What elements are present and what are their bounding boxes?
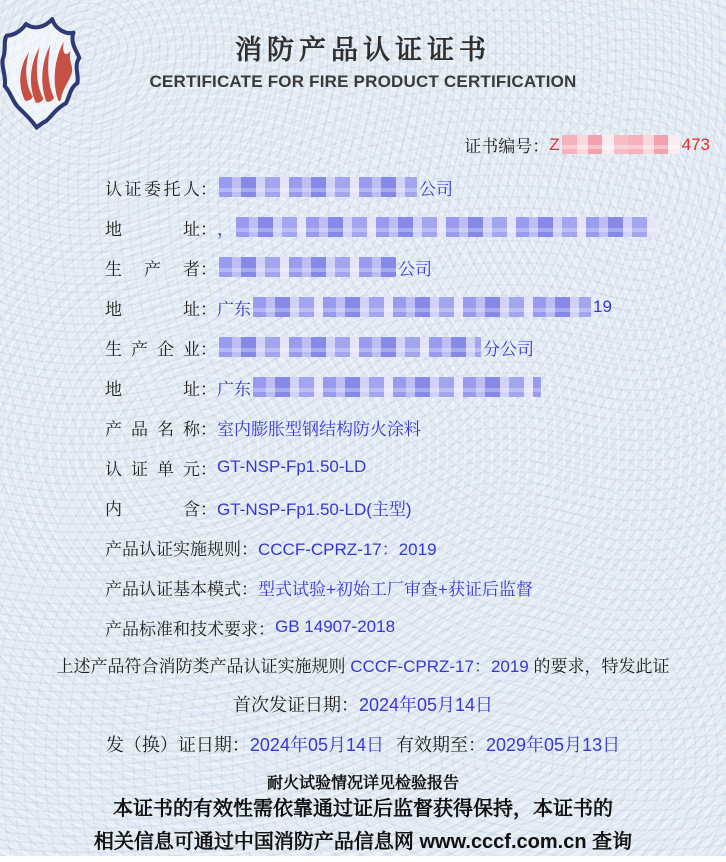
field-value: 广东	[217, 375, 543, 400]
reissue-date: 2024年05月14日	[249, 735, 384, 755]
first-issue-date-line	[0, 691, 726, 717]
colon: ：	[200, 179, 217, 199]
field-row-implementation-rule	[105, 527, 718, 567]
field-label: 认 证 委 托 人	[105, 179, 200, 199]
certificate-fields	[105, 167, 718, 647]
field-label: 地 址	[105, 219, 200, 239]
validity-notice-line1: 本证书的有效性需依靠通过证后监督获得保持，本证书的	[113, 798, 613, 820]
redaction-block	[219, 337, 481, 357]
field-row-producer	[105, 247, 718, 287]
field-value: GT-NSP-Fp1.50-LD(主型)	[217, 499, 412, 519]
redaction-block	[236, 217, 656, 237]
colon: ：	[241, 579, 258, 599]
certificate-title: 消防产品认证证书	[235, 35, 491, 65]
cccf-website: www.cccf.com.cn	[419, 831, 587, 853]
colon: ：	[200, 499, 217, 519]
field-value: GT-NSP-Fp1.50-LD	[217, 457, 367, 476]
certificate-number-suffix: 473	[681, 134, 710, 154]
colon: ：	[200, 259, 217, 279]
colon: ：	[258, 619, 275, 639]
certificate-subtitle: CERTIFICATE FOR FIRE PRODUCT CERTIFICATION	[149, 72, 577, 91]
field-label: 地 址	[105, 379, 200, 399]
redaction-block	[253, 297, 591, 317]
field-label: 产 品 认 证 实 施 规 则	[105, 539, 241, 559]
field-label: 生 产 者	[105, 259, 200, 279]
colon: ：	[200, 379, 217, 399]
redaction-block	[562, 135, 680, 154]
certificate-number	[464, 132, 710, 157]
field-value: 型式试验+初始工厂审查+获证后监督	[258, 579, 533, 599]
field-label: 生 产 企 业	[105, 339, 200, 359]
field-label: 地 址	[105, 299, 200, 319]
field-row-applicant-address	[105, 207, 718, 247]
field-value: 广东 19	[217, 297, 612, 319]
valid-until-date: 2029年05月13日	[486, 735, 621, 755]
field-value: ，	[217, 215, 658, 240]
colon: ：	[241, 539, 258, 559]
conformity-statement: 上述产品符合消防类产品认证实施规则 CCCF-CPRZ-17：2019 的要求，特发此证	[56, 657, 670, 676]
field-value: 公司	[217, 175, 453, 200]
field-row-certification-unit	[105, 447, 718, 487]
field-label: 产 品 标 准 和 技 术 要 求	[105, 619, 258, 639]
validity-notice-line2: 相关信息可通过中国消防产品信息网 www.cccf.com.cn 查询	[93, 831, 633, 853]
redaction-block	[219, 257, 396, 277]
field-value: 分公司	[217, 335, 534, 360]
field-row-applicant	[105, 167, 718, 207]
field-value: CCCF-CPRZ-17：2019	[258, 539, 437, 559]
field-value: 室内膨胀型钢结构防火涂料	[217, 419, 421, 439]
colon: ：	[200, 459, 217, 479]
reissue-label: 发（换）证日期：	[105, 735, 250, 755]
scan-edge-strip	[0, 856, 726, 862]
field-row-producer-address	[105, 287, 718, 327]
redaction-block	[253, 377, 541, 397]
certificate-number-label: 证书编号	[464, 137, 533, 156]
valid-until-label: 有效期至：	[396, 735, 486, 755]
field-row-manufacturer	[105, 327, 718, 367]
fire-test-note: 耐火试验情况详见检验报告	[266, 775, 459, 792]
colon: ：	[532, 137, 550, 156]
redaction-block	[219, 177, 417, 197]
colon: ：	[200, 419, 217, 439]
certificate-number-prefix: Z	[549, 134, 560, 154]
colon: ：	[200, 219, 217, 239]
field-row-certification-mode	[105, 567, 718, 607]
field-label: 产 品 名 称	[105, 419, 200, 439]
field-row-product-standard	[105, 607, 718, 647]
rule-code: CCCF-CPRZ-17：2019	[350, 657, 529, 676]
field-label: 认 证 单 元	[105, 459, 200, 479]
field-value: GB 14907-2018	[275, 617, 396, 636]
reissue-date-line	[0, 731, 726, 757]
field-row-manufacturer-address	[105, 367, 718, 407]
colon: ：	[200, 299, 217, 319]
field-row-contains	[105, 487, 718, 527]
field-value: 公司	[217, 255, 432, 280]
field-label: 内 含	[105, 499, 200, 519]
field-label: 产 品 认 证 基 本 模 式	[105, 579, 241, 599]
colon: ：	[200, 339, 217, 359]
first-issue-label: 首次发证日期：	[232, 695, 359, 715]
field-row-product-name	[105, 407, 718, 447]
first-issue-date: 2024年05月14日	[358, 695, 494, 715]
